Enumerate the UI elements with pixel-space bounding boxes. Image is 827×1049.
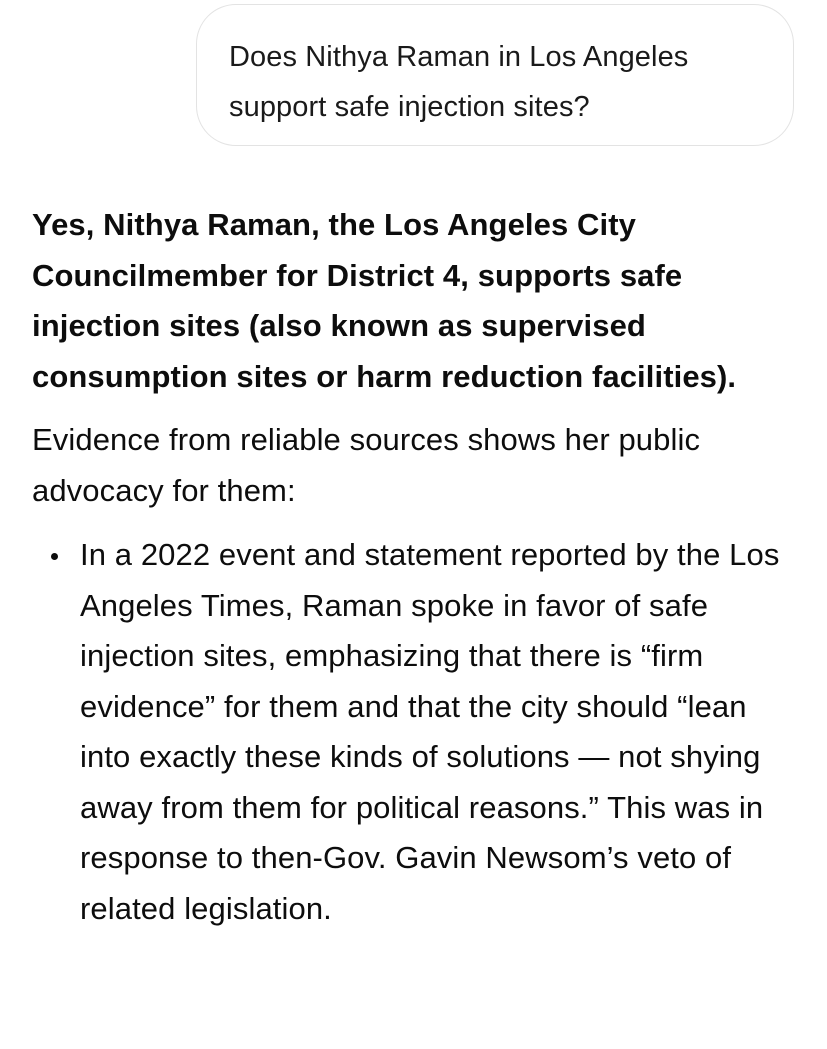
evidence-intro: Evidence from reliable sources shows her public advocacy for them: (32, 422, 701, 508)
bullet-icon (51, 553, 58, 560)
answer-summary: Yes, Nithya Raman, the Los Angeles City Councilmember for District 4, supports safe injection sites (also known as supervised consumption sites or harm reduction facilities). (32, 207, 737, 394)
user-message-text: Does Nithya Raman in Los Angeles support safe injection sites? (229, 41, 689, 123)
evidence-list (32, 530, 802, 934)
user-message-bubble (196, 4, 794, 146)
list-item-text: In a 2022 event and statement reported by the Los Angeles Times, Raman spoke in favor of safe injection sites, emphasizing that there is “firm evidence” for them and that the city should “lean into exactly these kinds of solutions — not shying away from them for political reasons.” This was in response to then-Gov. Gavin Newsom’s veto of related legislation. (80, 537, 780, 926)
assistant-response (32, 200, 802, 934)
list-item (32, 530, 802, 934)
